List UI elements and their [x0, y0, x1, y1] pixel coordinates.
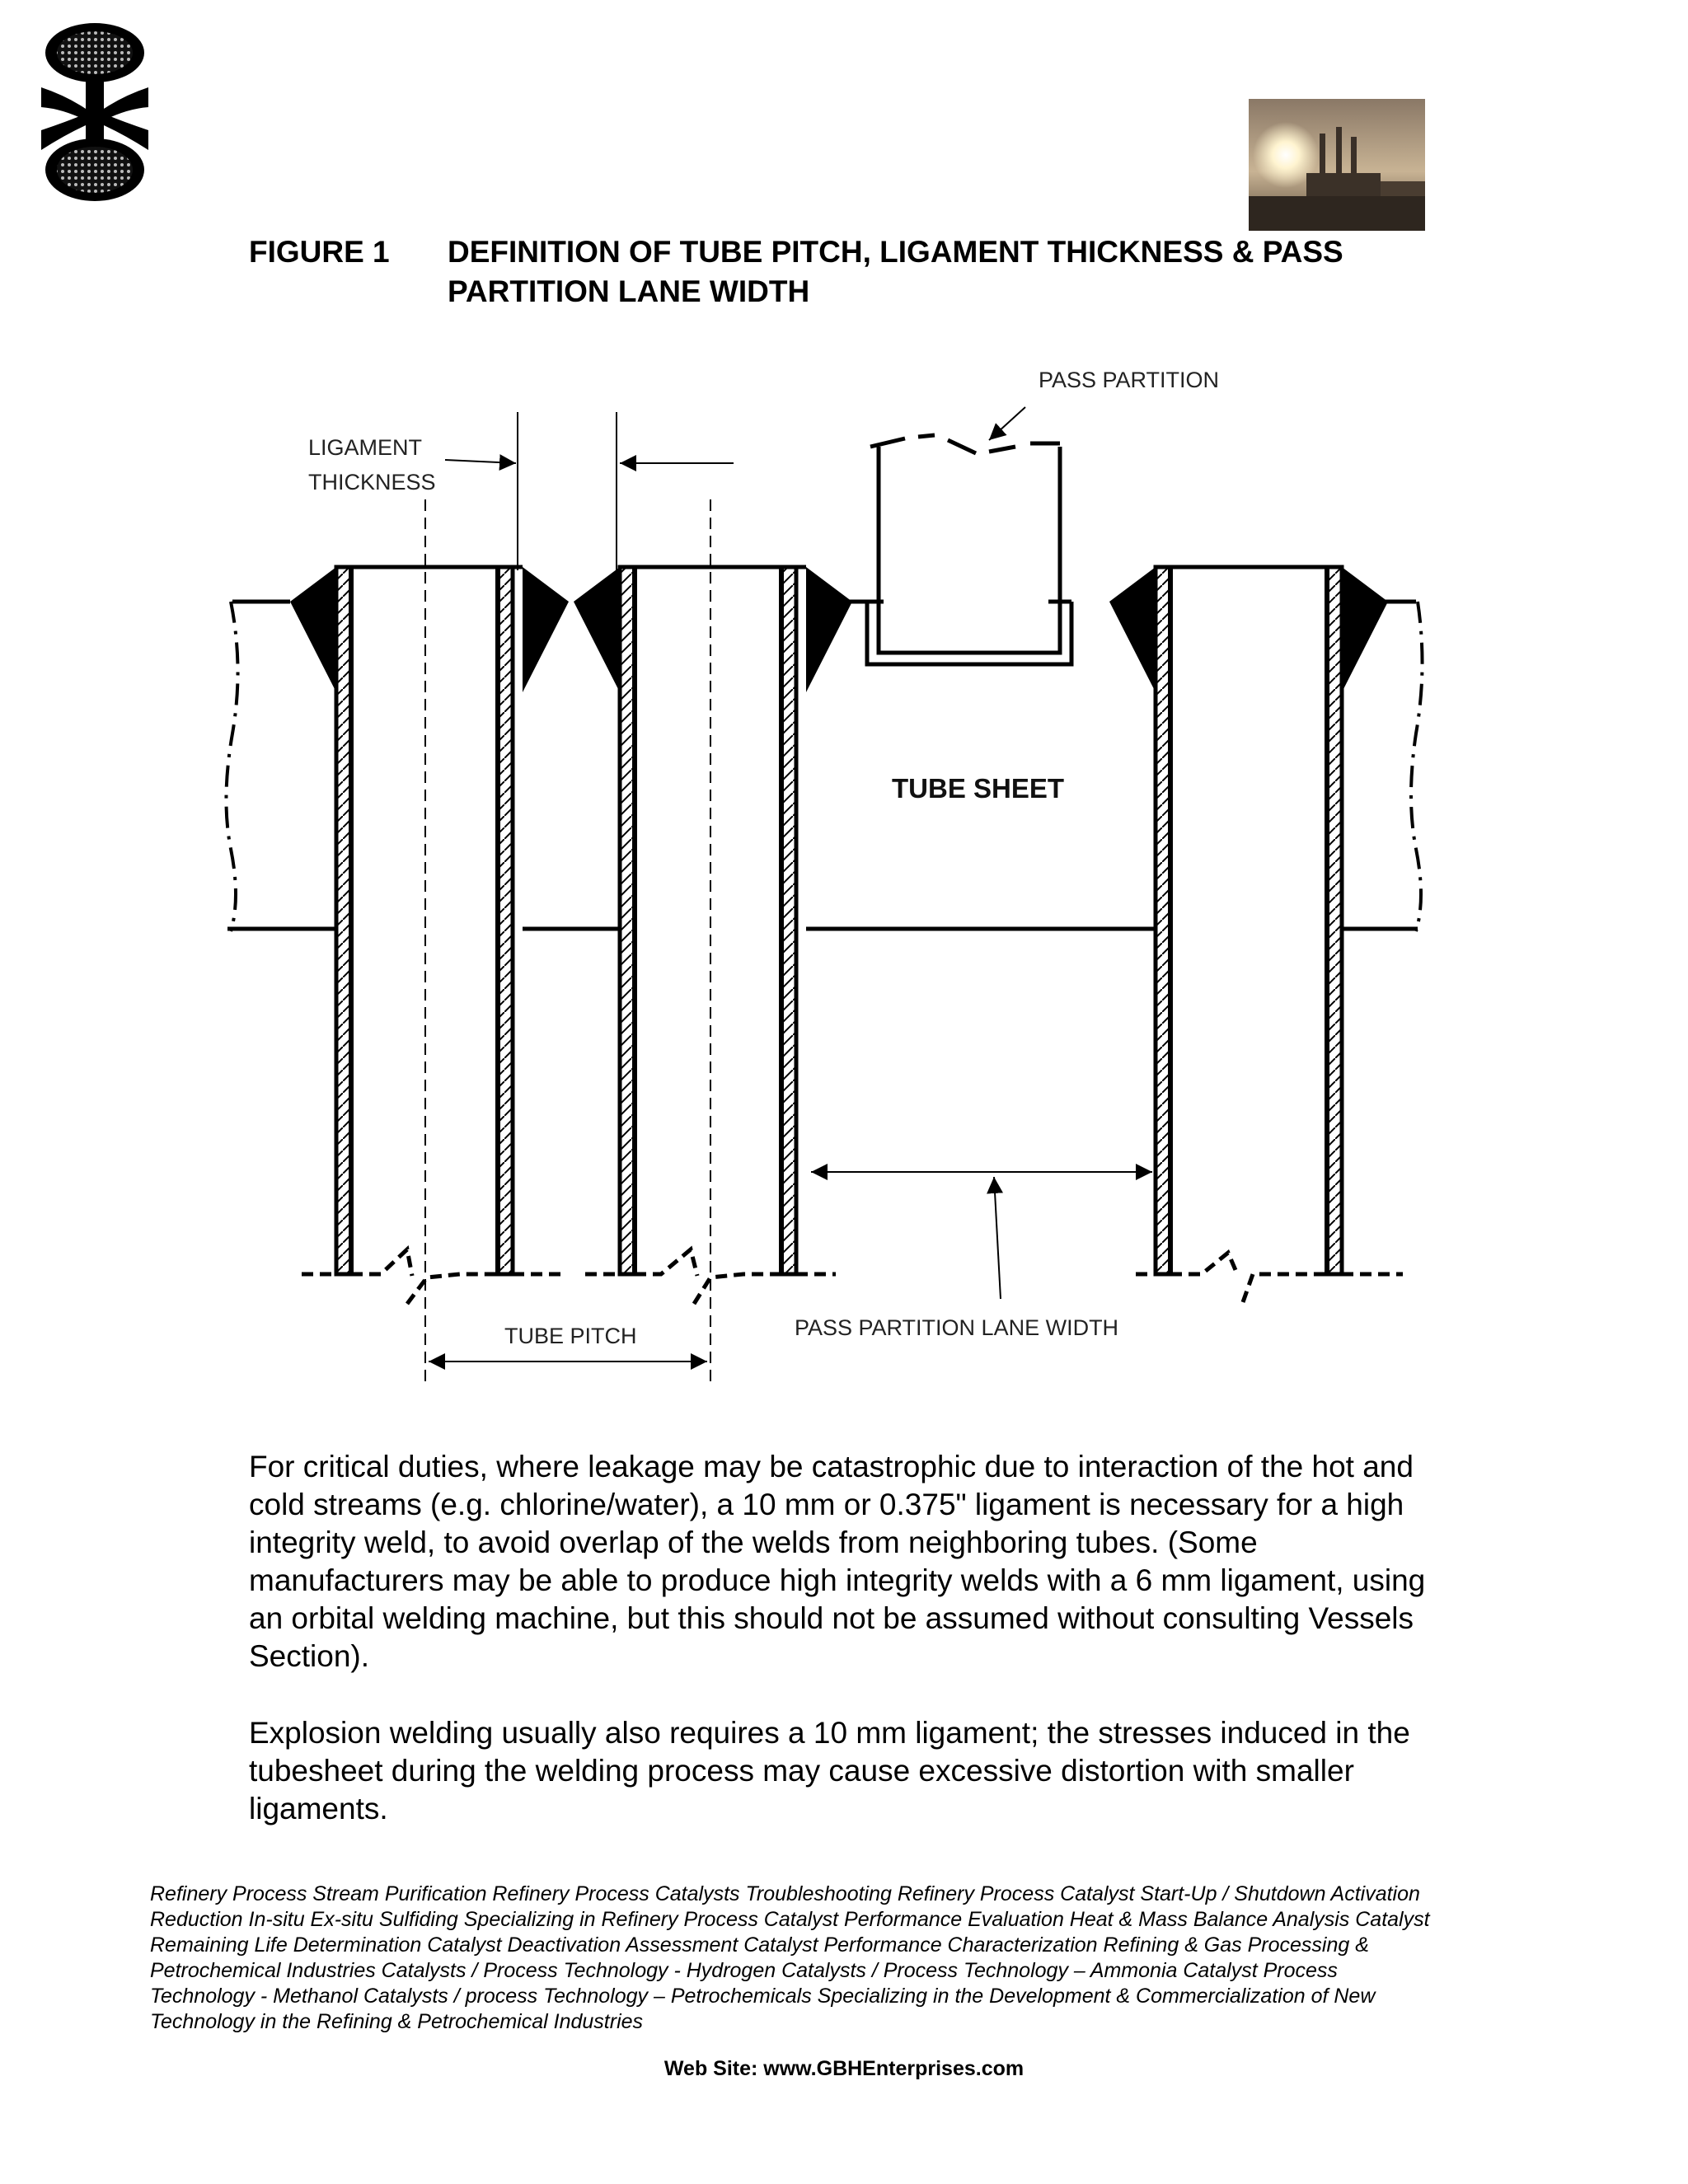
- left-break-line: [226, 602, 237, 931]
- figure-title: DEFINITION OF TUBE PITCH, LIGAMENT THICKNESS & PASS PARTITION LANE WIDTH: [448, 235, 1343, 308]
- figure-number: FIGURE 1: [249, 235, 390, 269]
- label-tube-pitch: TUBE PITCH: [504, 1324, 637, 1348]
- footer-keywords: Refinery Process Stream Purification Refinery Process Catalysts Troubleshooting Refinery Process Catalyst Start-Up / Shutdown Activation Reduction In-situ Ex-situ Sulfiding Specializing in Refinery Process Catalyst Performance Evaluation Heat & Mass Balance Analysis Catalyst Remaining Life Determination Catalyst Deactivation Assessment Catalyst Performance Characterization Refining & Gas Processing & Petrochemical Industries Catalysts / Process Technology - Hydrogen Catalysts / Process Technology – Ammonia Catalyst Process Technology - Methanol Catalysts / process Technology – Petrochemicals Specializing in the Development & Commercialization of New Technology in the Refining & Petrochemical Industries: [150, 1882, 1430, 2033]
- pass-partition-plate: [867, 435, 1071, 664]
- label-lane-width: PASS PARTITION LANE WIDTH: [795, 1315, 1119, 1340]
- lane-width-pointer: [994, 1177, 1001, 1299]
- label-tube-sheet: TUBE SHEET: [892, 773, 1065, 804]
- tube-sheet-diagram: [216, 354, 1436, 1393]
- tube-3: [1156, 567, 1342, 1274]
- label-thickness: THICKNESS: [308, 470, 436, 494]
- footer-website: Web Site: www.GBHEnterprises.com: [663, 2057, 1025, 2080]
- refinery-photo: [1249, 99, 1425, 231]
- right-break-line: [1411, 602, 1423, 931]
- body-paragraph-2: Explosion welding usually also requires a 10 mm ligament; the stresses induced in the tubesheet during the welding process may cause excessive distortion with smaller ligaments.: [249, 1716, 1410, 1825]
- ligament-arrow-left: [445, 460, 516, 463]
- bottom-break-lines: [302, 1249, 1403, 1304]
- tube-welds: [290, 567, 1388, 692]
- company-logo: [33, 16, 157, 206]
- body-paragraph-1: For critical duties, where leakage may be catastrophic due to interaction of the hot and cold streams (e.g. chlorine/water), a 10 mm or 0.375" ligament is necessary for a high integrity weld, to avoid overlap of the welds from neighboring tubes. (Some manufacturers may be able to produce high integrity welds with a 6 mm ligament, using an orbital welding machine, but this should not be assumed without consulting Vessels Section).: [249, 1450, 1426, 1673]
- label-ligament: LIGAMENT: [308, 435, 423, 460]
- tube-2: [620, 567, 806, 1274]
- tube-1: [336, 567, 523, 1274]
- pass-partition-pointer: [989, 407, 1025, 440]
- label-pass-partition: PASS PARTITION: [1039, 368, 1220, 392]
